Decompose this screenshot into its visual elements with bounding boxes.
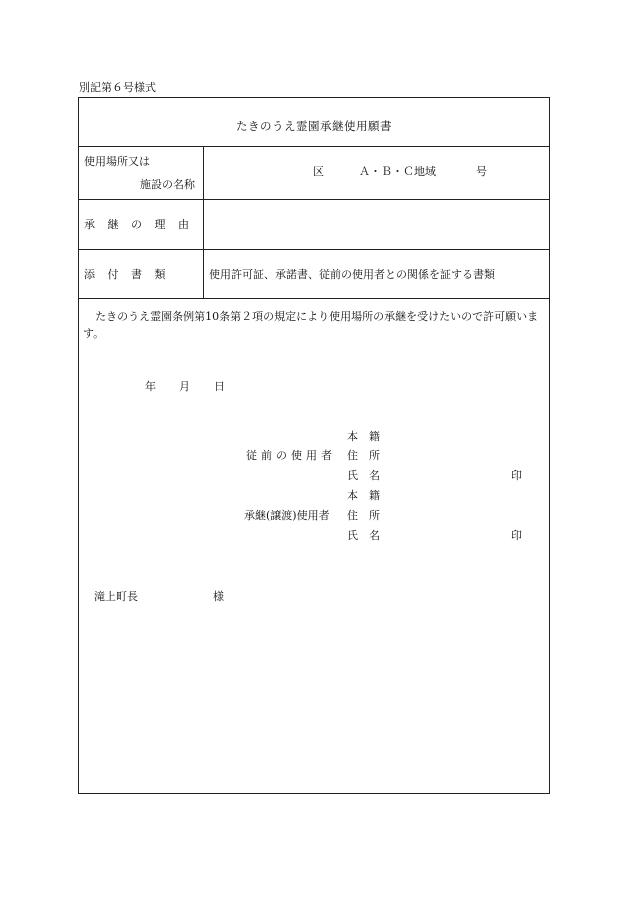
column-divider bbox=[203, 146, 204, 298]
row-divider bbox=[79, 199, 549, 200]
row-divider bbox=[79, 249, 549, 250]
date-month: 月 bbox=[179, 380, 190, 393]
succ-honseki-label: 本 籍 bbox=[347, 489, 380, 502]
request-statement: たきのうえ霊園条例第10条第２項の規定により使用場所の承継を受けたいので許可願います。 bbox=[83, 310, 539, 340]
prev-user-label: 従前の使用者 bbox=[246, 449, 336, 462]
succ-seal-mark: 印 bbox=[511, 529, 522, 542]
location-label-line1: 使用場所又は bbox=[84, 155, 150, 168]
succ-shimei-label: 氏 名 bbox=[347, 529, 380, 542]
succ-jusho-label: 住 所 bbox=[347, 509, 380, 522]
prev-jusho-label: 住 所 bbox=[347, 449, 380, 462]
area-label: Ａ・Ｂ・Ｃ地域 bbox=[359, 165, 436, 178]
attachments-label: 添付書類 bbox=[84, 268, 178, 281]
prev-shimei-label: 氏 名 bbox=[347, 469, 380, 482]
reason-field[interactable] bbox=[209, 208, 545, 242]
gou-label: 号 bbox=[476, 165, 487, 178]
prev-seal-mark: 印 bbox=[511, 469, 522, 482]
date-day: 日 bbox=[214, 380, 225, 393]
form-number: 別記第６号様式 bbox=[79, 81, 156, 94]
successor-label: 承継(譲渡)使用者 bbox=[244, 509, 330, 522]
addressee-honorific: 様 bbox=[213, 590, 224, 603]
ku-label: 区 bbox=[313, 165, 324, 178]
application-form bbox=[78, 97, 550, 794]
attachments-value: 使用許可証、承諾書、従前の使用者との関係を証する書類 bbox=[209, 268, 495, 281]
form-title: たきのうえ霊園承継使用願書 bbox=[236, 119, 392, 133]
row-divider bbox=[79, 146, 549, 147]
prev-honseki-label: 本 籍 bbox=[347, 430, 380, 443]
date-year: 年 bbox=[145, 380, 156, 393]
location-label-line2: 施設の名称 bbox=[140, 178, 195, 191]
addressee-name: 滝上町長 bbox=[94, 590, 138, 603]
reason-label: 承継の理由 bbox=[84, 218, 202, 231]
row-divider bbox=[79, 298, 549, 299]
